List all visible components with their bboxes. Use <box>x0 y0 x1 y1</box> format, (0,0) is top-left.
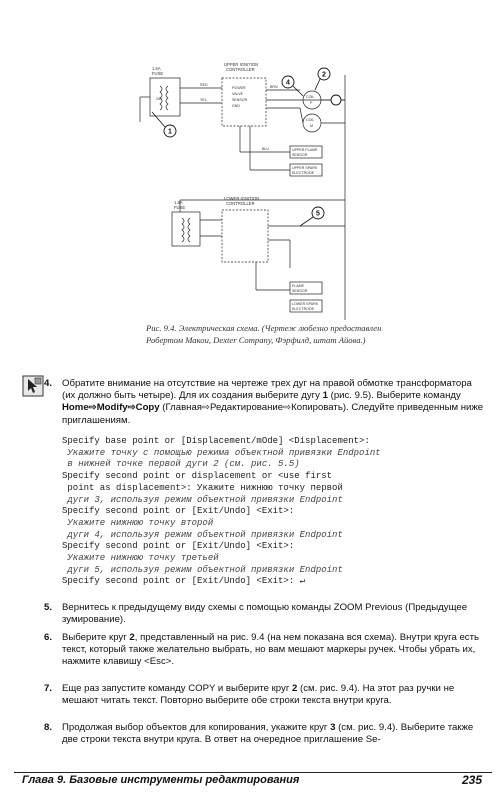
transcript-line: Укажите нижнюю точку второй <box>62 517 214 528</box>
upper-flame-label: UPPER FLAME <box>292 148 318 152</box>
upper-transformer <box>150 78 180 116</box>
step-8 <box>44 722 484 746</box>
callout-4-label: 4 <box>286 79 290 87</box>
lower-igniter-label-2: ELECTRODE <box>292 307 314 311</box>
step-4-number: 4. <box>44 378 53 389</box>
chapter-title: Глава 9. Базовые инструменты редактирования <box>22 774 300 786</box>
upper-igniter-label: UPPER SPARK <box>292 166 318 170</box>
callout-2-label: 2 <box>322 71 326 79</box>
step-7-text-b: (см. рис. 9.4). На этот раз ручки не мешают читать текст. Повторно выберите обе строки текста внутри круга. <box>62 683 455 707</box>
step-4-arc-number: 1 <box>322 390 328 402</box>
transcript-line: в нижней точке первой дуги 2 (см. рис. 5.5) <box>62 459 300 470</box>
fuse-bot-label-2: FUSE <box>174 205 186 210</box>
transcript-line: Укажите нижнюю точку третьей <box>62 553 219 564</box>
callout-5-label: 5 <box>316 210 320 218</box>
step-5 <box>44 602 484 626</box>
transcript-line: Specify second point or [Exit/Undo] <Exit>: ↵ <box>62 576 306 587</box>
upper-flame-label-2: SENSOR <box>292 153 308 157</box>
step-8-number: 8. <box>44 722 53 733</box>
electrical-schematic <box>0 0 504 320</box>
lower-ctrl-label-2: CONTROLLER <box>226 201 255 206</box>
yel-label: YEL <box>200 98 207 102</box>
pwr-label: POWER <box>232 86 246 90</box>
lower-flame-label: FLAME <box>292 284 304 288</box>
sensor-label: SENSOR <box>232 98 248 102</box>
transcript-line: дуги 4, используя режим объектной привязки Endpoint <box>62 529 343 540</box>
transcript-line: Specify second point or [Exit/Undo] <Exit>: <box>62 541 295 552</box>
page-number: 235 <box>461 773 482 787</box>
mouse-click-icon <box>22 375 44 397</box>
callout-1-label: 1 <box>168 128 172 136</box>
coil-m-label: COIL <box>306 118 315 122</box>
transcript-line: Укажите точку с помощью режима объектной привязки Endpoint <box>62 447 381 458</box>
step-7 <box>44 683 484 707</box>
step-4 <box>44 378 484 427</box>
step-7-number: 7. <box>44 683 53 694</box>
coil-m <box>303 114 321 132</box>
step-4-text-b: (рис. 9.5). Выберите команду <box>327 390 461 402</box>
transcript-line: point as displacement>: Укажите нижнюю точку первой <box>62 482 343 493</box>
step-8-text-b: (см. рис. 9.4). Выберите также две строки текста внутри круга. В ответ на очередное приглашение Se- <box>62 722 474 746</box>
lower-controller <box>222 210 268 262</box>
upper-igniter-label-2: ELECTRODE <box>292 171 314 175</box>
upper-ctrl-label-2: CONTROLLER <box>226 67 255 72</box>
step-6-text-b: , представленный на рис. 9.4 (на нем показана вся схема). Внутри круга есть текст, который также желательно выбрать, но вам мешают маркеры ручек. Чтобы убрать их, нажмите клавишу <Esc>. <box>62 632 479 668</box>
transcript-line: дуги 3, используя режим объектной привязки Endpoint <box>62 494 343 505</box>
transcript-line: Specify second point or [Exit/Undo] <Exit>: <box>62 506 295 517</box>
upper-ctrl-label: UPPER IGNITION <box>224 62 259 67</box>
step-7-circle-number: 2 <box>292 683 298 694</box>
transcript-line: Specify second point or displacement or <use first <box>62 471 333 482</box>
step-6-text-a: Выберите круг <box>62 632 130 643</box>
red-label: RED <box>200 83 208 87</box>
lower-ctrl-label: LOWER IGNITION <box>224 196 260 201</box>
page-footer <box>14 772 492 790</box>
gnd-label: GND <box>232 104 240 108</box>
valve-label: VALVE <box>232 92 244 96</box>
command-transcript <box>62 436 492 588</box>
step-4-text-c: (Главная⇨Редактирование⇨Копировать). Следуйте приведенным ниже приглашениям. <box>62 402 484 426</box>
step-4-text-a: Обратите внимание на отсутствие на чертеже трех дуг на правой обмотке трансформатора (их должно быть четыре). Для их создания выберите дугу <box>62 378 472 402</box>
step-7-text-a: Еще раз запустите команду COPY и выберите круг <box>62 683 292 694</box>
transcript-line: Specify base point or [Displacement/mOde] <Displacement>: <box>62 436 370 446</box>
step-4-command: Home⇨Modify⇨Copy <box>62 402 160 414</box>
step-6-circle-number: 2 <box>129 632 135 643</box>
fuse-top-label-2: FUSE <box>152 71 164 76</box>
coil-p-label: COIL <box>306 95 315 99</box>
fuse-top-label: 1.5A <box>152 66 161 71</box>
lower-flame-label-2: SENSOR <box>292 289 308 293</box>
step-5-number: 5. <box>44 602 53 613</box>
figure-caption: Рис. 9.4. Электрическая схема. (Чертеж любезно предоставлен Робертом Макои, Dexter Company, Фэрфилд, штат Айова.) <box>146 323 382 345</box>
step-8-circle-number: 3 <box>330 722 336 733</box>
brn-label: BRN <box>270 85 278 89</box>
lower-igniter-label: LOWER SPARK <box>292 302 319 306</box>
step-6 <box>44 632 484 669</box>
fuse-bot-label: 1.5A <box>174 200 183 205</box>
footer-rule <box>14 772 492 773</box>
step-5-text: Вернитесь к предыдущему виду схемы с помощью команды ZOOM Previous (Предыдущее зумирование). <box>62 602 468 626</box>
step-6-number: 6. <box>44 632 53 643</box>
callout-arrow-marker <box>331 95 341 105</box>
transcript-line: дуги 5, используя режим объектной привязки Endpoint <box>62 564 343 575</box>
lower-transformer <box>172 212 200 246</box>
coil-m-label-2: M <box>310 124 313 128</box>
coil-p-label-2: P <box>310 101 313 105</box>
step-8-text-a: Продолжая выбор объектов для копирования, укажите круг <box>62 722 331 733</box>
v24-label: 24V <box>156 97 163 101</box>
blu-label: BLU <box>262 147 269 151</box>
